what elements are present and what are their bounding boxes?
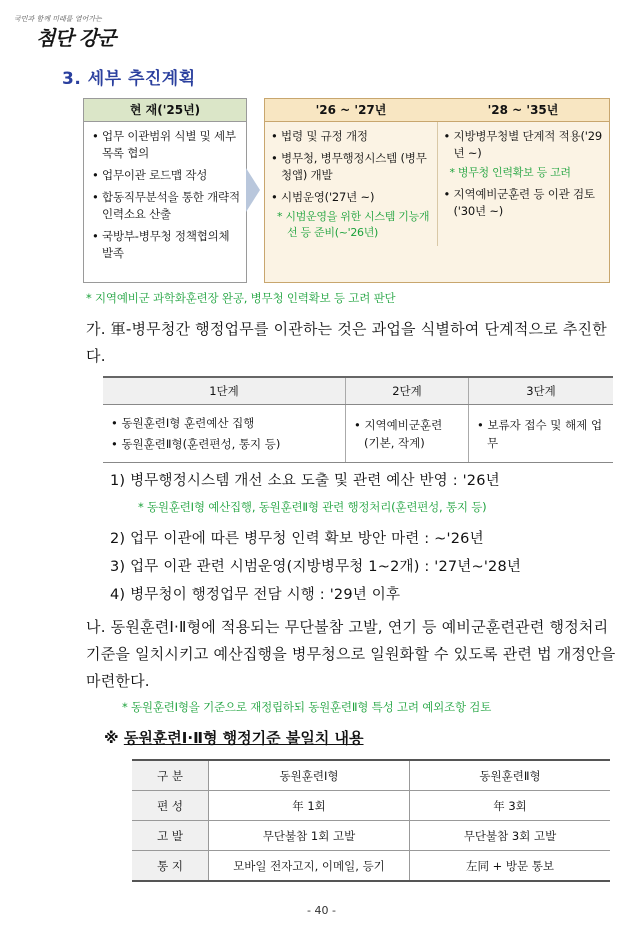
arrow-right-icon [246,168,260,212]
page-number: - 40 - [307,904,336,917]
stage2-cell [346,405,469,463]
list-item: • 병무청, 병무행정시스템 (병무청앱) 개발 [271,150,433,184]
table-cell: 고 발 [132,821,209,851]
roadmap-future-headers [265,99,609,122]
table-row [103,405,613,463]
list-item: • 지방병무청별 단계적 적용('29년 ~) [444,128,606,162]
list-item: • 동원훈련Ⅱ형(훈련편성, 통지 등) [111,435,337,453]
phase1-column [265,122,437,246]
paragraph-text: 軍-병무청간 행정업무를 이관하는 것은 과업을 식별하여 단계적으로 추진한다. [86,320,607,365]
table-cell: 무단불참 3회 고발 [410,821,611,851]
phase2-column [437,122,610,246]
table-cell: 年 1회 [209,791,410,821]
compare-title [104,727,364,748]
step-1: 1) 병무행정시스템 개선 소요 도출 및 관련 예산 반영 : '26년 [110,473,500,489]
step-2: 2) 업무 이관에 따른 병무청 인력 확보 방안 마련 : ~'26년 [110,531,484,547]
table-header: 3단계 [469,377,614,405]
table-row [132,821,610,851]
list-item: • 업무 이관범위 식별 및 세부목록 협의 [92,128,242,162]
table-cell: 左同 + 방문 통보 [410,851,611,882]
table-header-row [103,377,613,405]
list-item: • 지역예비군훈련 (기본, 작계) [354,416,460,452]
list-item: • 시범운영('27년 ~) [271,189,433,206]
table-cell: 통 지 [132,851,209,882]
phase1-header: '26 ~ '27년 [315,103,387,117]
table-row [132,791,610,821]
logo [10,14,150,54]
logo-slogan: 국민과 함께 미래를 열어가는 [14,15,102,23]
roadmap-current-box [83,98,247,283]
compare-title-text: 동원훈련Ⅰ·Ⅱ형 행정기준 불일치 내용 [123,729,364,747]
roadmap-current-header: 현 재('25년) [84,99,246,122]
table-cell: 年 3회 [410,791,611,821]
paragraph-marker: 나. [86,618,106,636]
reference-mark: ※ [104,729,119,747]
compare-table [132,759,610,882]
stage3-cell [469,405,614,463]
paragraph-text: 동원훈련Ⅰ·Ⅱ형에 적용되는 무단불참 고발, 연기 등 예비군훈련관련 행정처리 기준을 일치시키고 예산집행을 병무청으로 일원화할 수 있도록 관련 법 개정안을 마련한다. [86,618,616,690]
list-item: • 동원훈련Ⅰ형 훈련예산 집행 [111,414,337,432]
phase1-note: * 시범운영을 위한 시스템 기능개선 등 준비(~'26년) [277,209,433,241]
table-header: 구 분 [132,760,209,791]
step-4: 4) 병무청이 행정업무 전담 시행 : '29년 이후 [110,587,401,603]
step-3: 3) 업무 이관 관련 시범운영(지방병무청 1~2개) : '27년~'28년 [110,559,522,575]
table-header: 동원훈련Ⅰ형 [209,760,410,791]
phase2-note: * 병무청 인력확보 등 고려 [450,165,606,181]
list-item: • 합동직무분석을 통한 개략적 인력소요 산출 [92,189,242,223]
roadmap-footnote: * 지역예비군 과학화훈련장 완공, 병무청 인력확보 등 고려 판단 [86,290,395,306]
roadmap-current-list [84,122,246,262]
table-header: 1단계 [103,377,346,405]
list-item: • 보류자 접수 및 해제 업무 [477,416,605,452]
list-item: • 국방부-병무청 정책협의체 발족 [92,228,242,262]
paragraph-ga [86,316,616,370]
paragraph-na-note: * 동원훈련Ⅰ형을 기준으로 재정립하되 동원훈련Ⅱ형 특성 고려 예외조항 검토 [122,699,491,715]
table-header-row [132,760,610,791]
table-cell: 편 성 [132,791,209,821]
table-cell: 무단불참 1회 고발 [209,821,410,851]
list-item: • 법령 및 규정 개정 [271,128,433,145]
logo-name: 첨단 강군 [36,26,116,50]
phase2-header: '28 ~ '35년 [487,103,559,117]
table-header: 동원훈련Ⅱ형 [410,760,611,791]
table-row [132,851,610,882]
stage1-cell [103,405,346,463]
section-title: 3. 세부 추진계획 [62,69,196,89]
roadmap-future-columns [265,122,609,246]
roadmap-future-box [264,98,610,283]
list-item: • 지역예비군훈련 등 이관 검토('30년 ~) [444,186,606,220]
paragraph-marker: 가. [86,320,106,338]
paragraph-na [86,614,616,695]
stage-table [103,376,613,463]
step-1-note: * 동원훈련Ⅰ형 예산집행, 동원훈련Ⅱ형 관련 행정처리(훈련편성, 통지 등) [138,499,486,515]
table-header: 2단계 [346,377,469,405]
table-cell: 모바일 전자고지, 이메일, 등기 [209,851,410,882]
list-item: • 업무이관 로드맵 작성 [92,167,242,184]
